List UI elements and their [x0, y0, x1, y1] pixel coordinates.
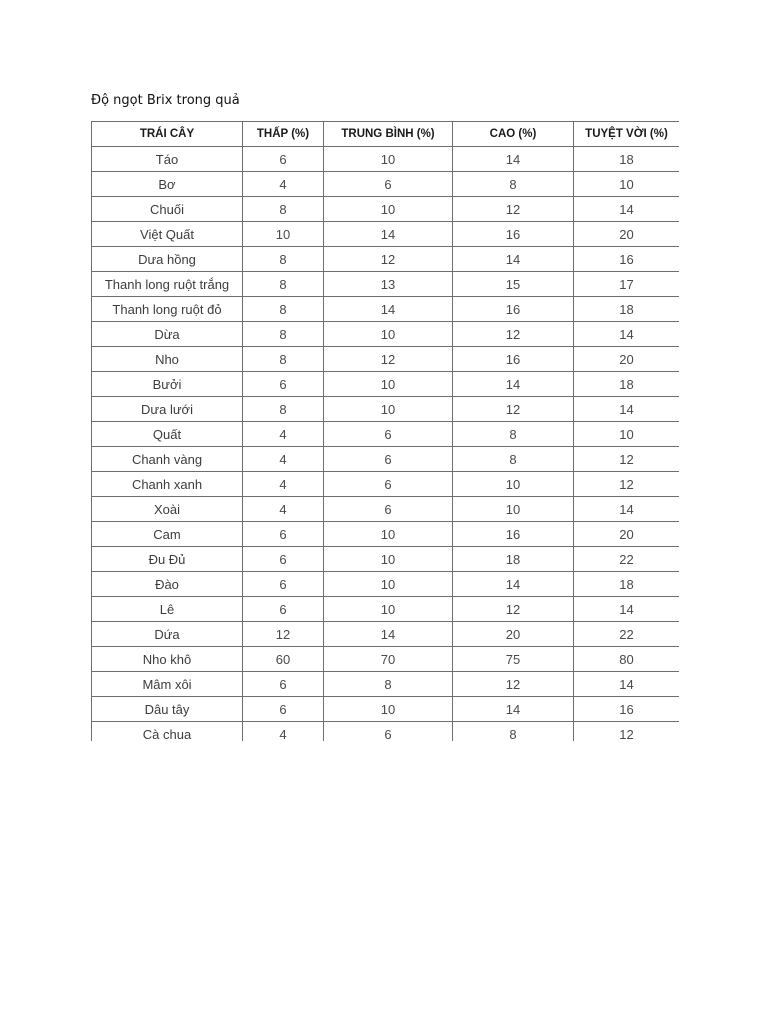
high-value-cell: 12 [453, 197, 574, 222]
low-value-cell: 8 [243, 197, 324, 222]
excellent-value-cell: 16 [574, 247, 680, 272]
excellent-value-cell: 12 [574, 472, 680, 497]
table-row [92, 397, 680, 422]
excellent-value-cell: 18 [574, 147, 680, 172]
low-value-cell: 4 [243, 722, 324, 742]
high-value-cell: 14 [453, 697, 574, 722]
excellent-value-cell: 20 [574, 522, 680, 547]
low-value-cell: 6 [243, 372, 324, 397]
average-value-cell: 12 [324, 347, 453, 372]
average-value-cell: 14 [324, 622, 453, 647]
high-value-cell: 75 [453, 647, 574, 672]
average-value-cell: 10 [324, 547, 453, 572]
high-value-cell: 18 [453, 547, 574, 572]
high-value-cell: 16 [453, 297, 574, 322]
high-value-cell: 10 [453, 497, 574, 522]
average-value-cell: 8 [324, 672, 453, 697]
average-value-cell: 13 [324, 272, 453, 297]
table-row [92, 322, 680, 347]
excellent-value-cell: 18 [574, 372, 680, 397]
fruit-name-cell: Bưởi [92, 372, 243, 397]
high-value-cell: 10 [453, 472, 574, 497]
high-value-cell: 20 [453, 622, 574, 647]
column-header-excellent: TUYỆT VỜI (%) [574, 122, 680, 147]
average-value-cell: 10 [324, 572, 453, 597]
high-value-cell: 16 [453, 522, 574, 547]
low-value-cell: 4 [243, 422, 324, 447]
table-row [92, 672, 680, 697]
table-row [92, 272, 680, 297]
fruit-name-cell: Việt Quất [92, 222, 243, 247]
excellent-value-cell: 10 [574, 172, 680, 197]
excellent-value-cell: 14 [574, 197, 680, 222]
average-value-cell: 6 [324, 722, 453, 742]
table-row [92, 347, 680, 372]
low-value-cell: 4 [243, 472, 324, 497]
table-row [92, 372, 680, 397]
fruit-name-cell: Dừa [92, 322, 243, 347]
low-value-cell: 6 [243, 672, 324, 697]
brix-table-container [91, 121, 679, 741]
table-row [92, 572, 680, 597]
high-value-cell: 8 [453, 172, 574, 197]
table-row [92, 297, 680, 322]
high-value-cell: 12 [453, 597, 574, 622]
fruit-name-cell: Lê [92, 597, 243, 622]
table-row [92, 422, 680, 447]
table-row [92, 522, 680, 547]
excellent-value-cell: 14 [574, 397, 680, 422]
excellent-value-cell: 12 [574, 722, 680, 742]
average-value-cell: 10 [324, 522, 453, 547]
high-value-cell: 8 [453, 722, 574, 742]
average-value-cell: 6 [324, 447, 453, 472]
fruit-name-cell: Chanh vàng [92, 447, 243, 472]
table-row [92, 597, 680, 622]
table-row [92, 497, 680, 522]
high-value-cell: 14 [453, 147, 574, 172]
average-value-cell: 70 [324, 647, 453, 672]
excellent-value-cell: 18 [574, 297, 680, 322]
high-value-cell: 14 [453, 372, 574, 397]
table-row [92, 247, 680, 272]
low-value-cell: 4 [243, 172, 324, 197]
table-row [92, 647, 680, 672]
table-row [92, 547, 680, 572]
high-value-cell: 12 [453, 322, 574, 347]
table-row [92, 697, 680, 722]
excellent-value-cell: 16 [574, 697, 680, 722]
column-header-average: TRUNG BÌNH (%) [324, 122, 453, 147]
average-value-cell: 10 [324, 372, 453, 397]
average-value-cell: 6 [324, 497, 453, 522]
table-row [92, 197, 680, 222]
excellent-value-cell: 14 [574, 597, 680, 622]
average-value-cell: 10 [324, 697, 453, 722]
low-value-cell: 4 [243, 497, 324, 522]
column-header-low: THẤP (%) [243, 122, 324, 147]
fruit-name-cell: Dâu tây [92, 697, 243, 722]
low-value-cell: 4 [243, 447, 324, 472]
high-value-cell: 16 [453, 347, 574, 372]
fruit-name-cell: Mâm xôi [92, 672, 243, 697]
average-value-cell: 10 [324, 397, 453, 422]
low-value-cell: 6 [243, 547, 324, 572]
fruit-name-cell: Cà chua [92, 722, 243, 742]
high-value-cell: 12 [453, 397, 574, 422]
excellent-value-cell: 20 [574, 347, 680, 372]
column-header-high: CAO (%) [453, 122, 574, 147]
excellent-value-cell: 18 [574, 572, 680, 597]
fruit-name-cell: Bơ [92, 172, 243, 197]
average-value-cell: 6 [324, 172, 453, 197]
fruit-name-cell: Cam [92, 522, 243, 547]
low-value-cell: 10 [243, 222, 324, 247]
excellent-value-cell: 14 [574, 322, 680, 347]
excellent-value-cell: 17 [574, 272, 680, 297]
table-row [92, 622, 680, 647]
table-row [92, 447, 680, 472]
fruit-name-cell: Dứa [92, 622, 243, 647]
excellent-value-cell: 22 [574, 547, 680, 572]
high-value-cell: 16 [453, 222, 574, 247]
brix-table [91, 121, 679, 741]
table-body [92, 147, 680, 742]
average-value-cell: 6 [324, 472, 453, 497]
fruit-name-cell: Quất [92, 422, 243, 447]
low-value-cell: 6 [243, 572, 324, 597]
excellent-value-cell: 12 [574, 447, 680, 472]
table-row [92, 472, 680, 497]
low-value-cell: 6 [243, 597, 324, 622]
fruit-name-cell: Thanh long ruột trắng [92, 272, 243, 297]
fruit-name-cell: Dưa hồng [92, 247, 243, 272]
low-value-cell: 6 [243, 697, 324, 722]
average-value-cell: 10 [324, 322, 453, 347]
table-row [92, 222, 680, 247]
high-value-cell: 15 [453, 272, 574, 297]
average-value-cell: 6 [324, 422, 453, 447]
excellent-value-cell: 22 [574, 622, 680, 647]
table-row [92, 172, 680, 197]
excellent-value-cell: 10 [574, 422, 680, 447]
low-value-cell: 6 [243, 522, 324, 547]
average-value-cell: 14 [324, 222, 453, 247]
fruit-name-cell: Nho [92, 347, 243, 372]
table-header-row [92, 122, 680, 147]
low-value-cell: 12 [243, 622, 324, 647]
excellent-value-cell: 14 [574, 497, 680, 522]
column-header-fruit: TRÁI CÂY [92, 122, 243, 147]
high-value-cell: 14 [453, 572, 574, 597]
average-value-cell: 10 [324, 147, 453, 172]
fruit-name-cell: Dưa lưới [92, 397, 243, 422]
fruit-name-cell: Chuối [92, 197, 243, 222]
high-value-cell: 12 [453, 672, 574, 697]
low-value-cell: 8 [243, 297, 324, 322]
low-value-cell: 60 [243, 647, 324, 672]
average-value-cell: 14 [324, 297, 453, 322]
high-value-cell: 14 [453, 247, 574, 272]
high-value-cell: 8 [453, 422, 574, 447]
excellent-value-cell: 80 [574, 647, 680, 672]
low-value-cell: 6 [243, 147, 324, 172]
excellent-value-cell: 20 [574, 222, 680, 247]
table-row [92, 722, 680, 742]
low-value-cell: 8 [243, 272, 324, 297]
fruit-name-cell: Nho khô [92, 647, 243, 672]
fruit-name-cell: Chanh xanh [92, 472, 243, 497]
page-title: Độ ngọt Brix trong quả [91, 93, 240, 108]
low-value-cell: 8 [243, 247, 324, 272]
fruit-name-cell: Đu Đủ [92, 547, 243, 572]
excellent-value-cell: 14 [574, 672, 680, 697]
average-value-cell: 10 [324, 597, 453, 622]
low-value-cell: 8 [243, 347, 324, 372]
table-row [92, 147, 680, 172]
low-value-cell: 8 [243, 322, 324, 347]
fruit-name-cell: Táo [92, 147, 243, 172]
fruit-name-cell: Đào [92, 572, 243, 597]
low-value-cell: 8 [243, 397, 324, 422]
high-value-cell: 8 [453, 447, 574, 472]
average-value-cell: 10 [324, 197, 453, 222]
fruit-name-cell: Xoài [92, 497, 243, 522]
fruit-name-cell: Thanh long ruột đỏ [92, 297, 243, 322]
average-value-cell: 12 [324, 247, 453, 272]
